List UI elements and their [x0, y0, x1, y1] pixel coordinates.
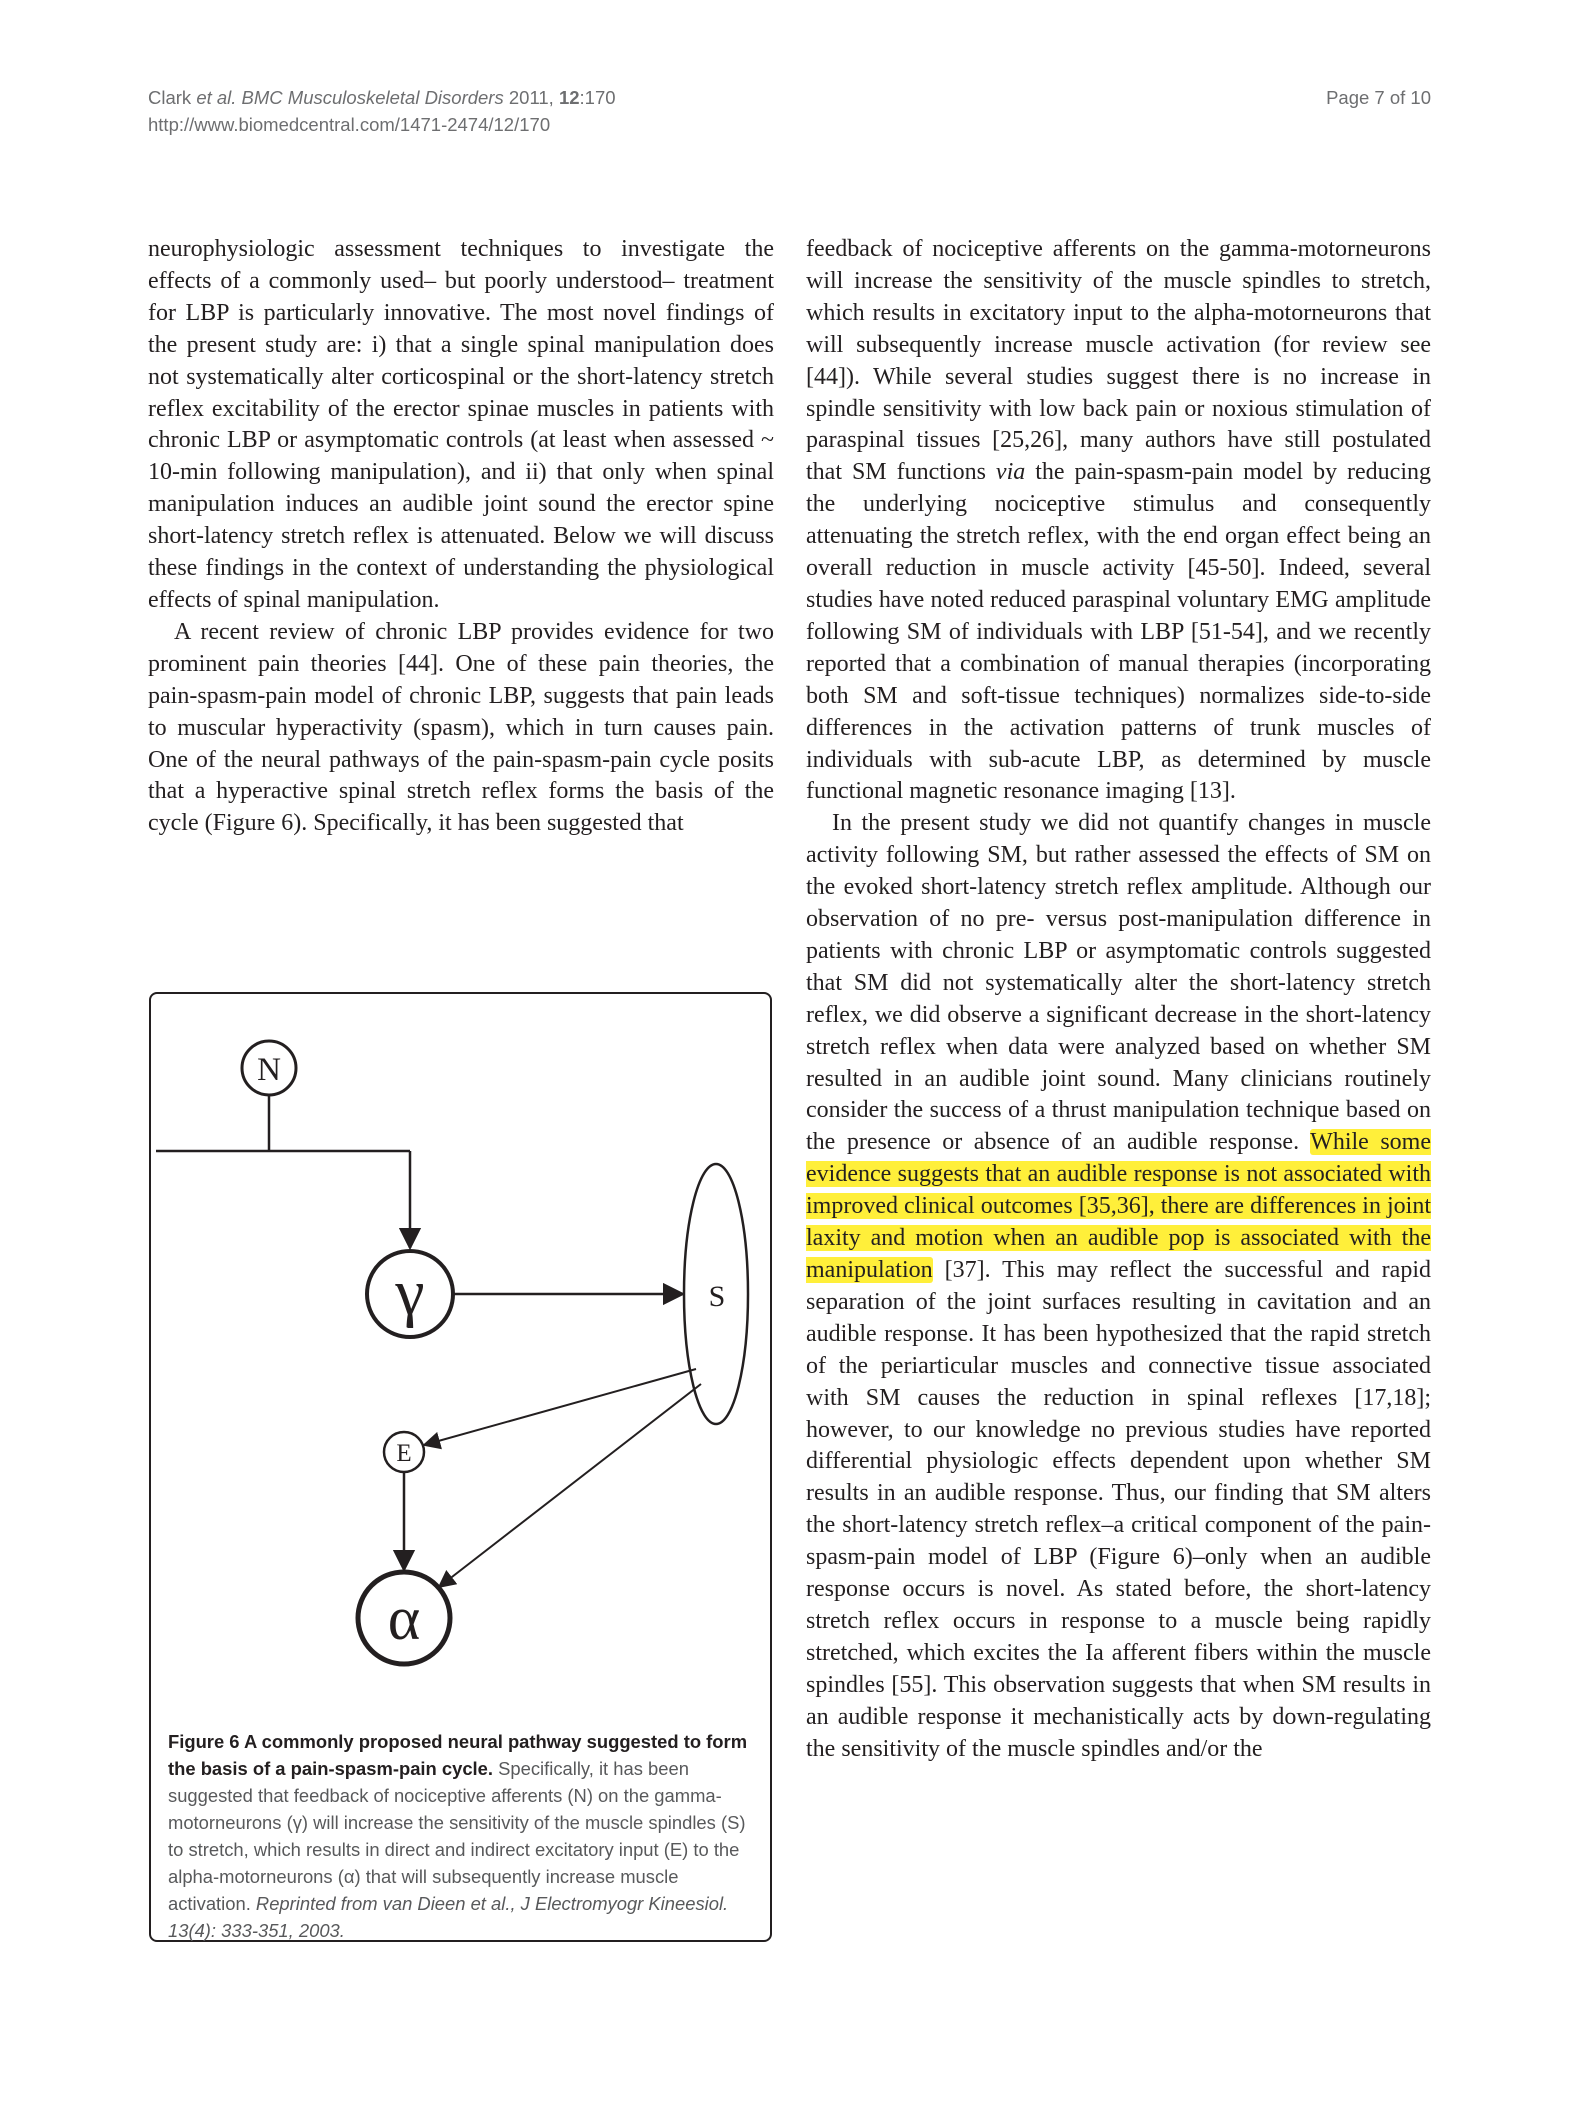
node-n — [242, 1041, 296, 1095]
article-url[interactable]: http://www.biomedcentral.com/1471-2474/12/170 — [148, 114, 551, 135]
page-number: Page 7 of 10 — [1326, 87, 1431, 108]
figure-caption-body: Specifically, it has been suggested that feedback of nociceptive afferents (N) on the gamma-motorneurons (γ) will increase the sensitivity of the muscle spindles (S) to stretch, which results in direct and indirect excitatory input (E) to the alpha-motorneurons (α) that will subsequently increase muscle activation. — [168, 1758, 746, 1914]
node-s — [684, 1164, 748, 1424]
node-alpha — [358, 1572, 450, 1664]
highlighted-passage[interactable]: While some evidence suggests that an audible response is not associated with improved clinical outcomes [35,36], there are differences in joint laxity and motion when an audible pop is associated with the manipulation — [806, 1129, 1431, 1283]
figure-caption — [168, 1728, 754, 1944]
node-e — [384, 1432, 424, 1472]
citation-volume: 12 — [558, 87, 580, 108]
left-column — [148, 234, 774, 840]
node-e-label: E — [396, 1440, 412, 1467]
pain-spasm-pain-diagram — [151, 994, 770, 1724]
right-paragraph-1-via: via — [995, 459, 1026, 486]
figure-6 — [149, 992, 772, 1942]
citation-issue: :170 — [579, 87, 616, 108]
right-paragraph-1 — [806, 234, 1431, 808]
right-paragraph-2 — [806, 808, 1431, 1765]
node-gamma-label: γ — [395, 1256, 425, 1329]
node-gamma — [367, 1251, 453, 1337]
citation-etal: et al — [196, 87, 232, 108]
citation-line — [148, 84, 908, 111]
right-paragraph-1-text-a: feedback of nociceptive afferents on the gamma-motorneurons will increase the sensitivity of the muscle spindles to stretch, which results in excitatory input to the alpha-motorneurons that will subsequently increase muscle activation (for review see [44]). While several studies suggest there is no increase in spindle sensitivity with low back pain or noxious stimulation of paraspinal tissues [25,26], many authors have still postulated that SM functions — [806, 236, 1431, 486]
running-header-citation — [148, 84, 908, 138]
node-s-label: S — [708, 1280, 726, 1313]
left-paragraph-1: neurophysiologic assessment techniques to investigate the effects of a commonly used– but poorly understood– treatment for LBP is particularly innovative. The most novel findings of the present study are: i) that a single spinal manipulation does not systematically alter corticospinal or the short-latency stretch reflex excitability of the erector spinae muscles in patients with chronic LBP or asymptomatic controls (at least when assessed ~ 10-min following manipulation), and ii) that only when spinal manipulation induces an audible joint sound the erector spine short-latency stretch reflex is attenuated. Below we will discuss these findings in the context of understanding the physiological effects of spinal manipulation. — [148, 236, 774, 613]
s-to-alpha-arrow — [439, 1384, 701, 1587]
right-paragraph-2-text-b: [37]. This may reflect the successful and rapid separation of the joint surfaces resulting in cavitation and an audible response. It has been hypothesized that the rapid stretch of the periarticular muscles and connective tissue associated with SM causes the reduction in spinal reflexes [17,18]; however, to our knowledge no previous studies have reported differential physiologic effects dependent upon whether SM results in an audible response. Thus, our finding that SM alters the short-latency stretch reflex–a critical component of the pain-spasm-pain model of LBP (Figure 6)–only when an audible response occurs is novel. As stated before, the short-latency stretch reflex occurs in response to a muscle being rapidly stretched, which excites the Ia afferent fibers within the muscle spindles [55]. This observation suggests that when SM results in an audible response it mechanistically acts by down-regulating the sensitivity of the muscle spindles and/or the — [806, 1257, 1431, 1762]
node-alpha-label: α — [387, 1585, 421, 1653]
left-paragraph-2: A recent review of chronic LBP provides evidence for two prominent pain theories [44]. One of these pain theories, the pain-spasm-pain model of chronic LBP, suggests that pain leads to muscular hyperactivity (spasm), which in turn causes pain. One of the neural pathways of the pain-spasm-pain cycle posits that a hyperactive spinal stretch reflex forms the basis of the cycle (Figure 6). Specifically, it has been suggested that — [148, 618, 774, 837]
right-paragraph-1-text-b: the pain-spasm-pain model by reducing the underlying nociceptive stimulus and consequently attenuating the stretch reflex, with the end organ effect being an overall reduction in muscle activity [45-50]. Indeed, several studies have noted reduced paraspinal voluntary EMG amplitude following SM of individuals with LBP [51-54], and we recently reported that a combination of manual therapies (incorporating both SM and soft-tissue techniques) normalizes side-to-side differences in the activation patterns of trunk muscles of individuals with sub-acute LBP, as determined by muscle functional magnetic resonance imaging [13]. — [806, 459, 1432, 805]
citation-author: Clark — [148, 87, 197, 108]
figure-caption-source: Reprinted from van Dieen et al., J Electromyogr Kineesiol. 13(4): 333-351, 2003. — [168, 1893, 729, 1941]
citation-journal: . BMC Musculoskeletal Disorders — [231, 87, 504, 108]
node-n-label: N — [257, 1052, 281, 1088]
right-paragraph-2-text-a: In the present study we did not quantify changes in muscle activity following SM, but rather assessed the effects of SM on the evoked short-latency stretch reflex amplitude. Although our observation of no pre- versus post-manipulation difference in patients with chronic LBP or asymptomatic controls suggested that SM did not systematically alter the short-latency stretch reflex, we did observe a significant decrease in the short-latency stretch reflex when data were analyzed based on whether SM resulted in an audible joint sound. Many clinicians routinely consider the success of a thrust manipulation technique based on the presence or absence of an audible response. — [806, 810, 1431, 1156]
figure-caption-title: Figure 6 A commonly proposed neural pathway suggested to form the basis of a pain-spasm-pain cycle. — [168, 1731, 748, 1779]
citation-year: 2011, — [503, 87, 559, 108]
s-to-e-arrow — [424, 1369, 696, 1445]
right-column — [806, 234, 1431, 1766]
